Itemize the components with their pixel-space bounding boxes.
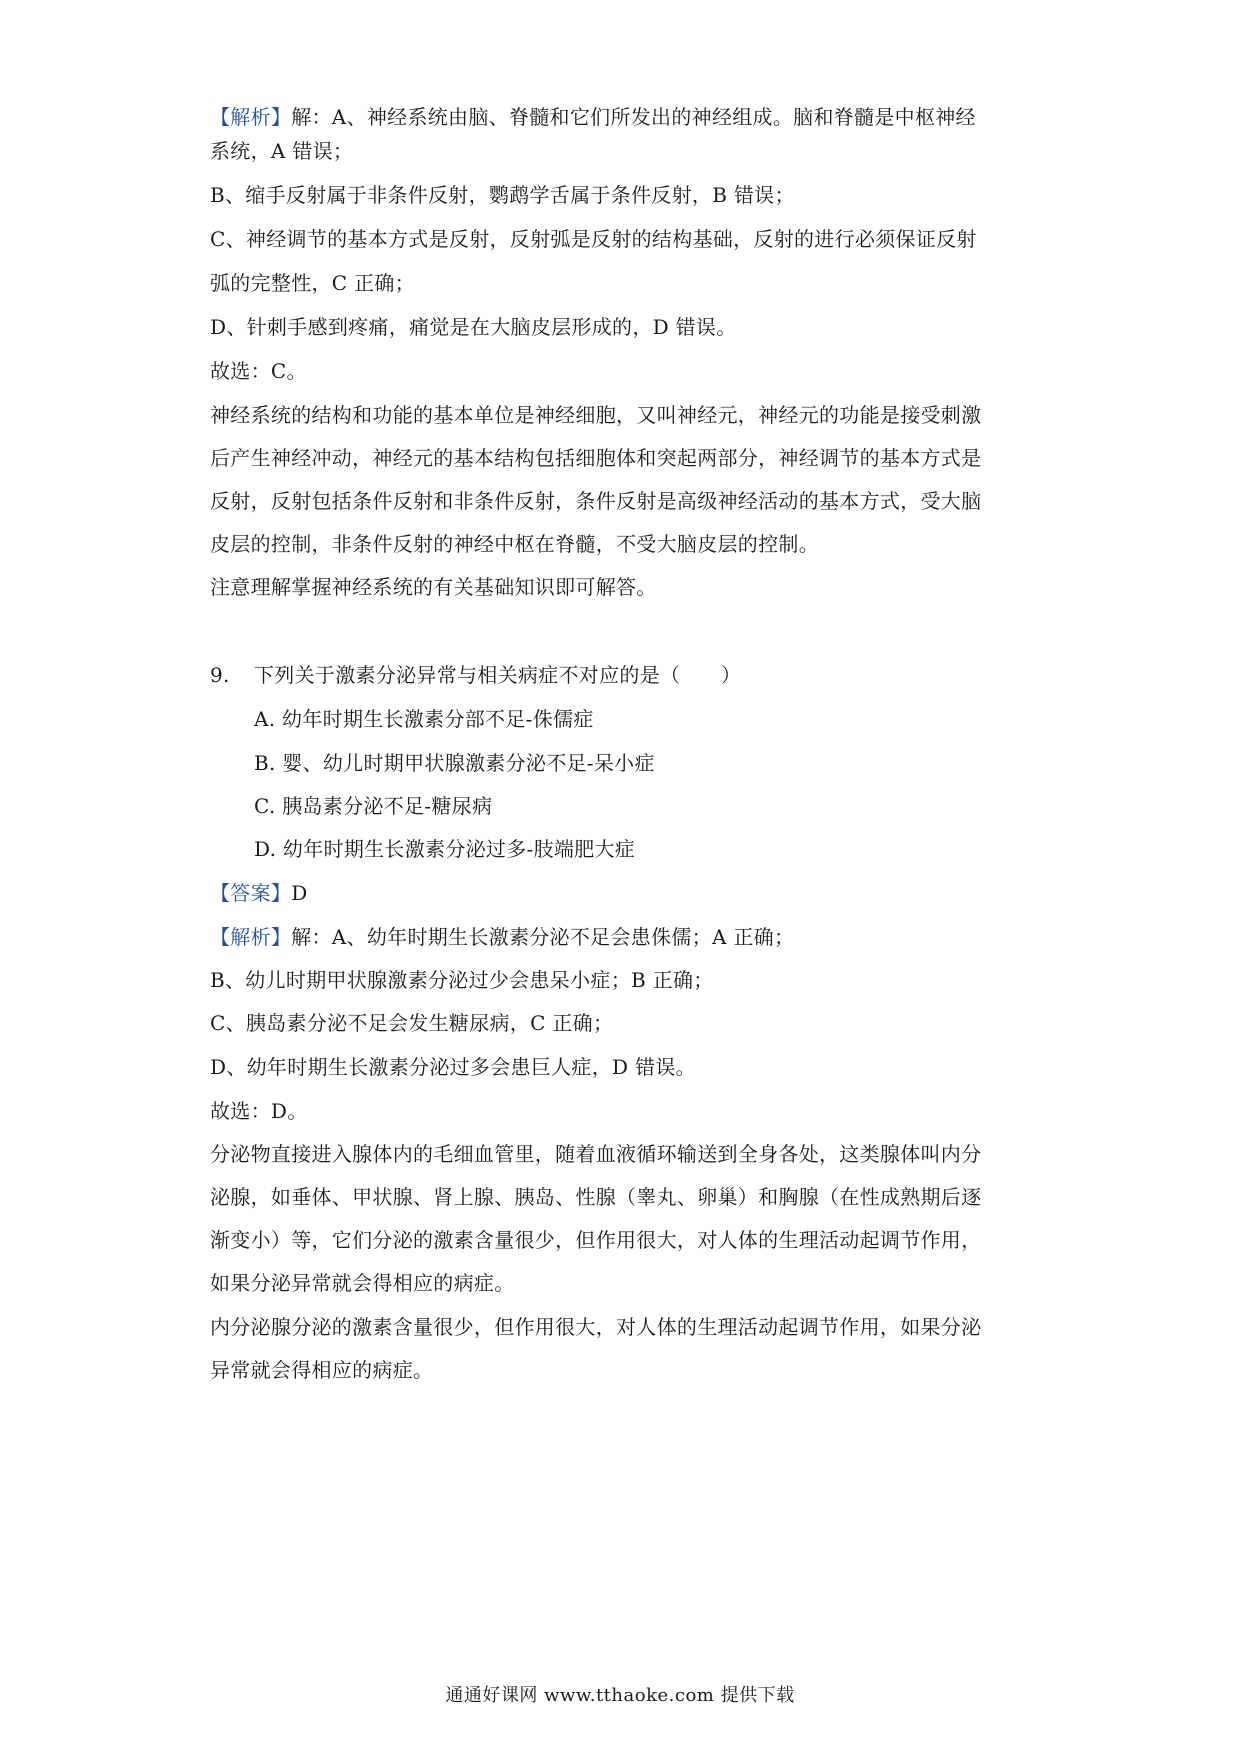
analysis-line: D、幼年时期生长激素分泌过多会患巨人症，D 错误。 — [210, 1055, 696, 1079]
question-number: 9. — [210, 663, 230, 687]
analysis-line: 反射，反射包括条件反射和非条件反射，条件反射是高级神经活动的基本方式，受大脑 — [210, 489, 982, 513]
analysis-line: 皮层的控制，非条件反射的神经中枢在脊髓，不受大脑皮层的控制。 — [210, 532, 819, 556]
analysis-line: 故选：D。 — [210, 1099, 308, 1123]
answer-line — [210, 878, 1040, 908]
analysis-line — [210, 102, 1040, 132]
analysis-text: 解：A、神经系统由脑、脊髓和它们所发出的神经组成。脑和脊髓是中枢神经 — [291, 105, 976, 129]
analysis-tag: 【解析】 — [210, 925, 292, 949]
analysis-line: 弧的完整性，C 正确； — [210, 271, 415, 295]
analysis-text: 解：A、幼年时期生长激素分泌不足会患侏儒；A 正确； — [291, 925, 795, 949]
analysis-line: 分泌物直接进入腺体内的毛细血管里，随着血液循环输送到全身各处，这类腺体叫内分 — [210, 1142, 982, 1166]
page-footer: 通通好课网 www.tthaoke.com 提供下载 — [445, 1685, 795, 1706]
answer-value: D — [291, 881, 308, 905]
analysis-tag: 【解析】 — [210, 105, 292, 129]
analysis-line: 后产生神经冲动，神经元的基本结构包括细胞体和突起两部分，神经调节的基本方式是 — [210, 446, 982, 470]
analysis-line: 泌腺，如垂体、甲状腺、肾上腺、胰岛、性腺（睾丸、卵巢）和胸腺（在性成熟期后逐 — [210, 1185, 982, 1209]
option-c: C. 胰岛素分泌不足-糖尿病 — [254, 794, 493, 818]
analysis-line: B、幼儿时期甲状腺激素分泌过少会患呆小症；B 正确； — [210, 968, 714, 992]
analysis-line: D、针刺手感到疼痛，痛觉是在大脑皮层形成的，D 错误。 — [210, 315, 737, 339]
analysis-line: 神经系统的结构和功能的基本单位是神经细胞，又叫神经元，神经元的功能是接受刺激 — [210, 403, 982, 427]
analysis-line: C、神经调节的基本方式是反射，反射弧是反射的结构基础，反射的进行必须保证反射 — [210, 227, 977, 251]
analysis-line — [210, 922, 1040, 952]
analysis-line: 渐变小）等，它们分泌的激素含量很少，但作用很大，对人体的生理活动起调节作用， — [210, 1228, 982, 1252]
analysis-line: 如果分泌异常就会得相应的病症。 — [210, 1271, 515, 1295]
analysis-line: 注意理解掌握神经系统的有关基础知识即可解答。 — [210, 575, 657, 599]
option-a: A. 幼年时期生长激素分部不足-侏儒症 — [254, 707, 594, 731]
option-d: D. 幼年时期生长激素分泌过多-肢端肥大症 — [254, 837, 636, 861]
answer-tag: 【答案】 — [210, 881, 292, 905]
option-b: B. 婴、幼儿时期甲状腺激素分泌不足-呆小症 — [254, 751, 655, 775]
analysis-line: C、胰岛素分泌不足会发生糖尿病，C 正确； — [210, 1011, 614, 1035]
question-stem — [210, 660, 1040, 690]
analysis-line: 故选：C。 — [210, 359, 307, 383]
analysis-line: 异常就会得相应的病症。 — [210, 1358, 434, 1382]
analysis-line: B、缩手反射属于非条件反射，鹦鹉学舌属于条件反射，B 错误； — [210, 183, 795, 207]
question-text: 下列关于激素分泌异常与相关病症不对应的是（ ） — [254, 663, 742, 687]
analysis-line: 系统，A 错误； — [210, 139, 354, 163]
analysis-line: 内分泌腺分泌的激素含量很少，但作用很大，对人体的生理活动起调节作用，如果分泌 — [210, 1315, 982, 1339]
